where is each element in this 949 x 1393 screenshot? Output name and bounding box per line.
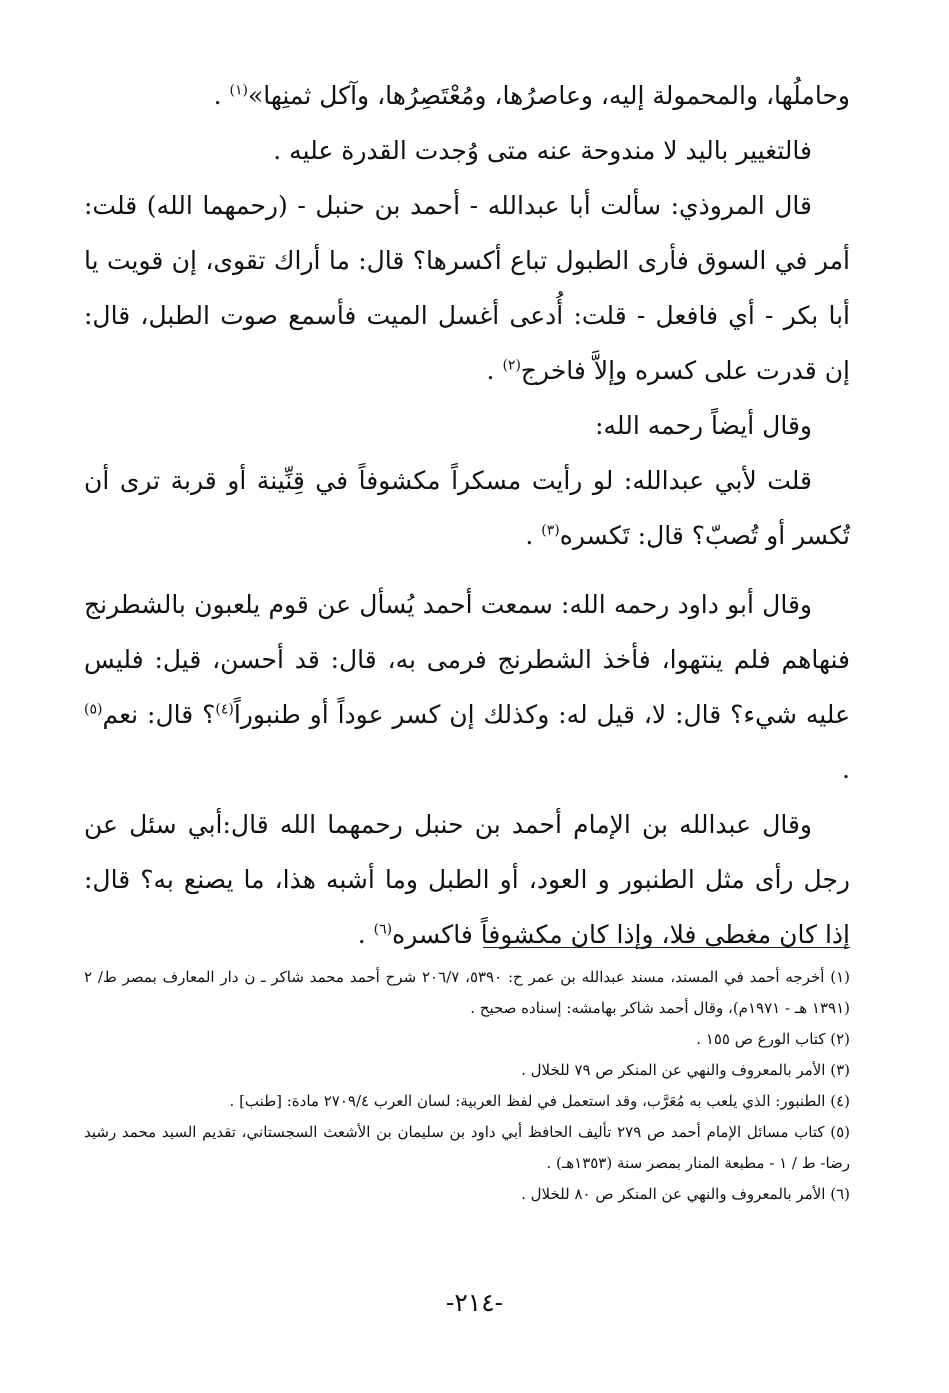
footnote-5: (٥) كتاب مسائل الإمام أحمد ص ٢٧٩ تأليف الحافظ أبي داود بن سليمان بن الأشعث السجستاني، تقديم السيد محمد رشيد رضا- ط / ١ - مطبعة المنار بمصر سنة (١٣٥٣هـ) .	[84, 1123, 850, 1172]
footnote-ref[interactable]: (٣)	[541, 522, 560, 539]
paragraph-end: .	[525, 521, 542, 550]
main-text	[84, 68, 850, 962]
paragraph-6	[84, 577, 850, 797]
paragraph-text: وقال أيضاً رحمه الله:	[595, 411, 812, 440]
footnote-4: (٤) الطنبور: الذي يلعب به مُعَرَّب، وقد استعمل في لفظ العربية: لسان العرب ٢٧٠٩/٤ مادة: [طنب] .	[229, 1092, 850, 1110]
footnote-ref[interactable]: (٥)	[84, 701, 103, 718]
paragraph-3	[84, 178, 850, 398]
paragraph-end: .	[486, 356, 503, 385]
footnotes	[84, 962, 850, 1210]
paragraph-text: وقال أبو داود رحمه الله: سمعت أحمد يُسأل عن قوم يلعبون بالشطرنج فنهاهم فلم ينتهوا، فأخذ الشطرنج فرمى به، قال: قد أحسن، قيل: فليس عليه شيء؟ قال: لا، قيل له: وكذلك إن كسر عوداً أو طنبوراً	[84, 590, 850, 729]
paragraph-text: وقال عبدالله بن الإمام أحمد بن حنبل رحمهما الله قال:أبي سئل عن رجل رأى مثل الطنبور و العود، أو الطبل وما أشبه هذا، ما يصنع به؟ قال: إذا كان مغطى فلا، وإذا كان مكشوفاً فاكسره	[84, 810, 850, 949]
paragraph-end: .	[213, 81, 230, 110]
footnote-ref[interactable]: (٤)	[215, 701, 234, 718]
paragraph-end: .	[357, 920, 374, 949]
paragraph-end: .	[842, 755, 850, 784]
paragraph-text-mid: ؟ قال: نعم	[102, 700, 216, 729]
paragraph-text: قال المروذي: سألت أبا عبدالله - أحمد بن حنبل - (رحمهما الله) قلت: أمر في السوق فأرى الطبول تباع أكسرها؟ قال: ما أراك تقوى، إن قويت يا أبا بكر - أي فافعل - قلت: أُدعى أغسل الميت فأسمع صوت الطبل، قال: إن قدرت على كسره وإلاَّ فاخرج	[84, 191, 850, 385]
paragraph-4	[84, 398, 850, 453]
footnote-divider	[483, 947, 850, 948]
paragraph-text: فالتغيير باليد لا مندوحة عنه متى وُجدت القدرة عليه .	[273, 136, 812, 165]
paragraph-text: وحاملُها، والمحمولة إليه، وعاصرُها، ومُعْتَصِرُها، وآكل ثمنِها»	[247, 81, 850, 110]
paragraph-2	[84, 123, 850, 178]
footnote-1: (١) أخرجه أحمد في المسند، مسند عبدالله بن عمر ح: ٥٣٩٠، ٢٠٦/٧ شرح أحمد محمد شاكر ـ ن دار المعارف بمصر ط/ ٢ (١٣٩١ هـ - ١٩٧١م)، وقال أحمد شاكر بهامشه: إسناده صحيح .	[84, 968, 850, 1017]
paragraph-5	[84, 453, 850, 563]
footnote-3: (٣) الأمر بالمعروف والنهي عن المنكر ص ٧٩ للخلال .	[521, 1061, 850, 1079]
footnote-6: (٦) الأمر بالمعروف والنهي عن المنكر ص ٨٠ للخلال .	[521, 1185, 850, 1203]
page-number: -٢١٤-	[445, 1288, 504, 1317]
paragraph-1	[84, 68, 850, 123]
footnote-ref[interactable]: (٦)	[373, 921, 393, 938]
paragraph-7	[84, 797, 850, 962]
footnote-2: (٢) كتاب الورع ص ١٥٥ .	[696, 1030, 850, 1048]
footnote-ref[interactable]: (٢)	[502, 357, 521, 374]
paragraph-text: قلت لأبي عبدالله: لو رأيت مسكراً مكشوفاً في قِنِّينة أو قربة ترى أن تُكسر أو تُصبّ؟ قال: تَكسره	[84, 466, 850, 550]
footnote-ref[interactable]: (١)	[229, 82, 248, 99]
